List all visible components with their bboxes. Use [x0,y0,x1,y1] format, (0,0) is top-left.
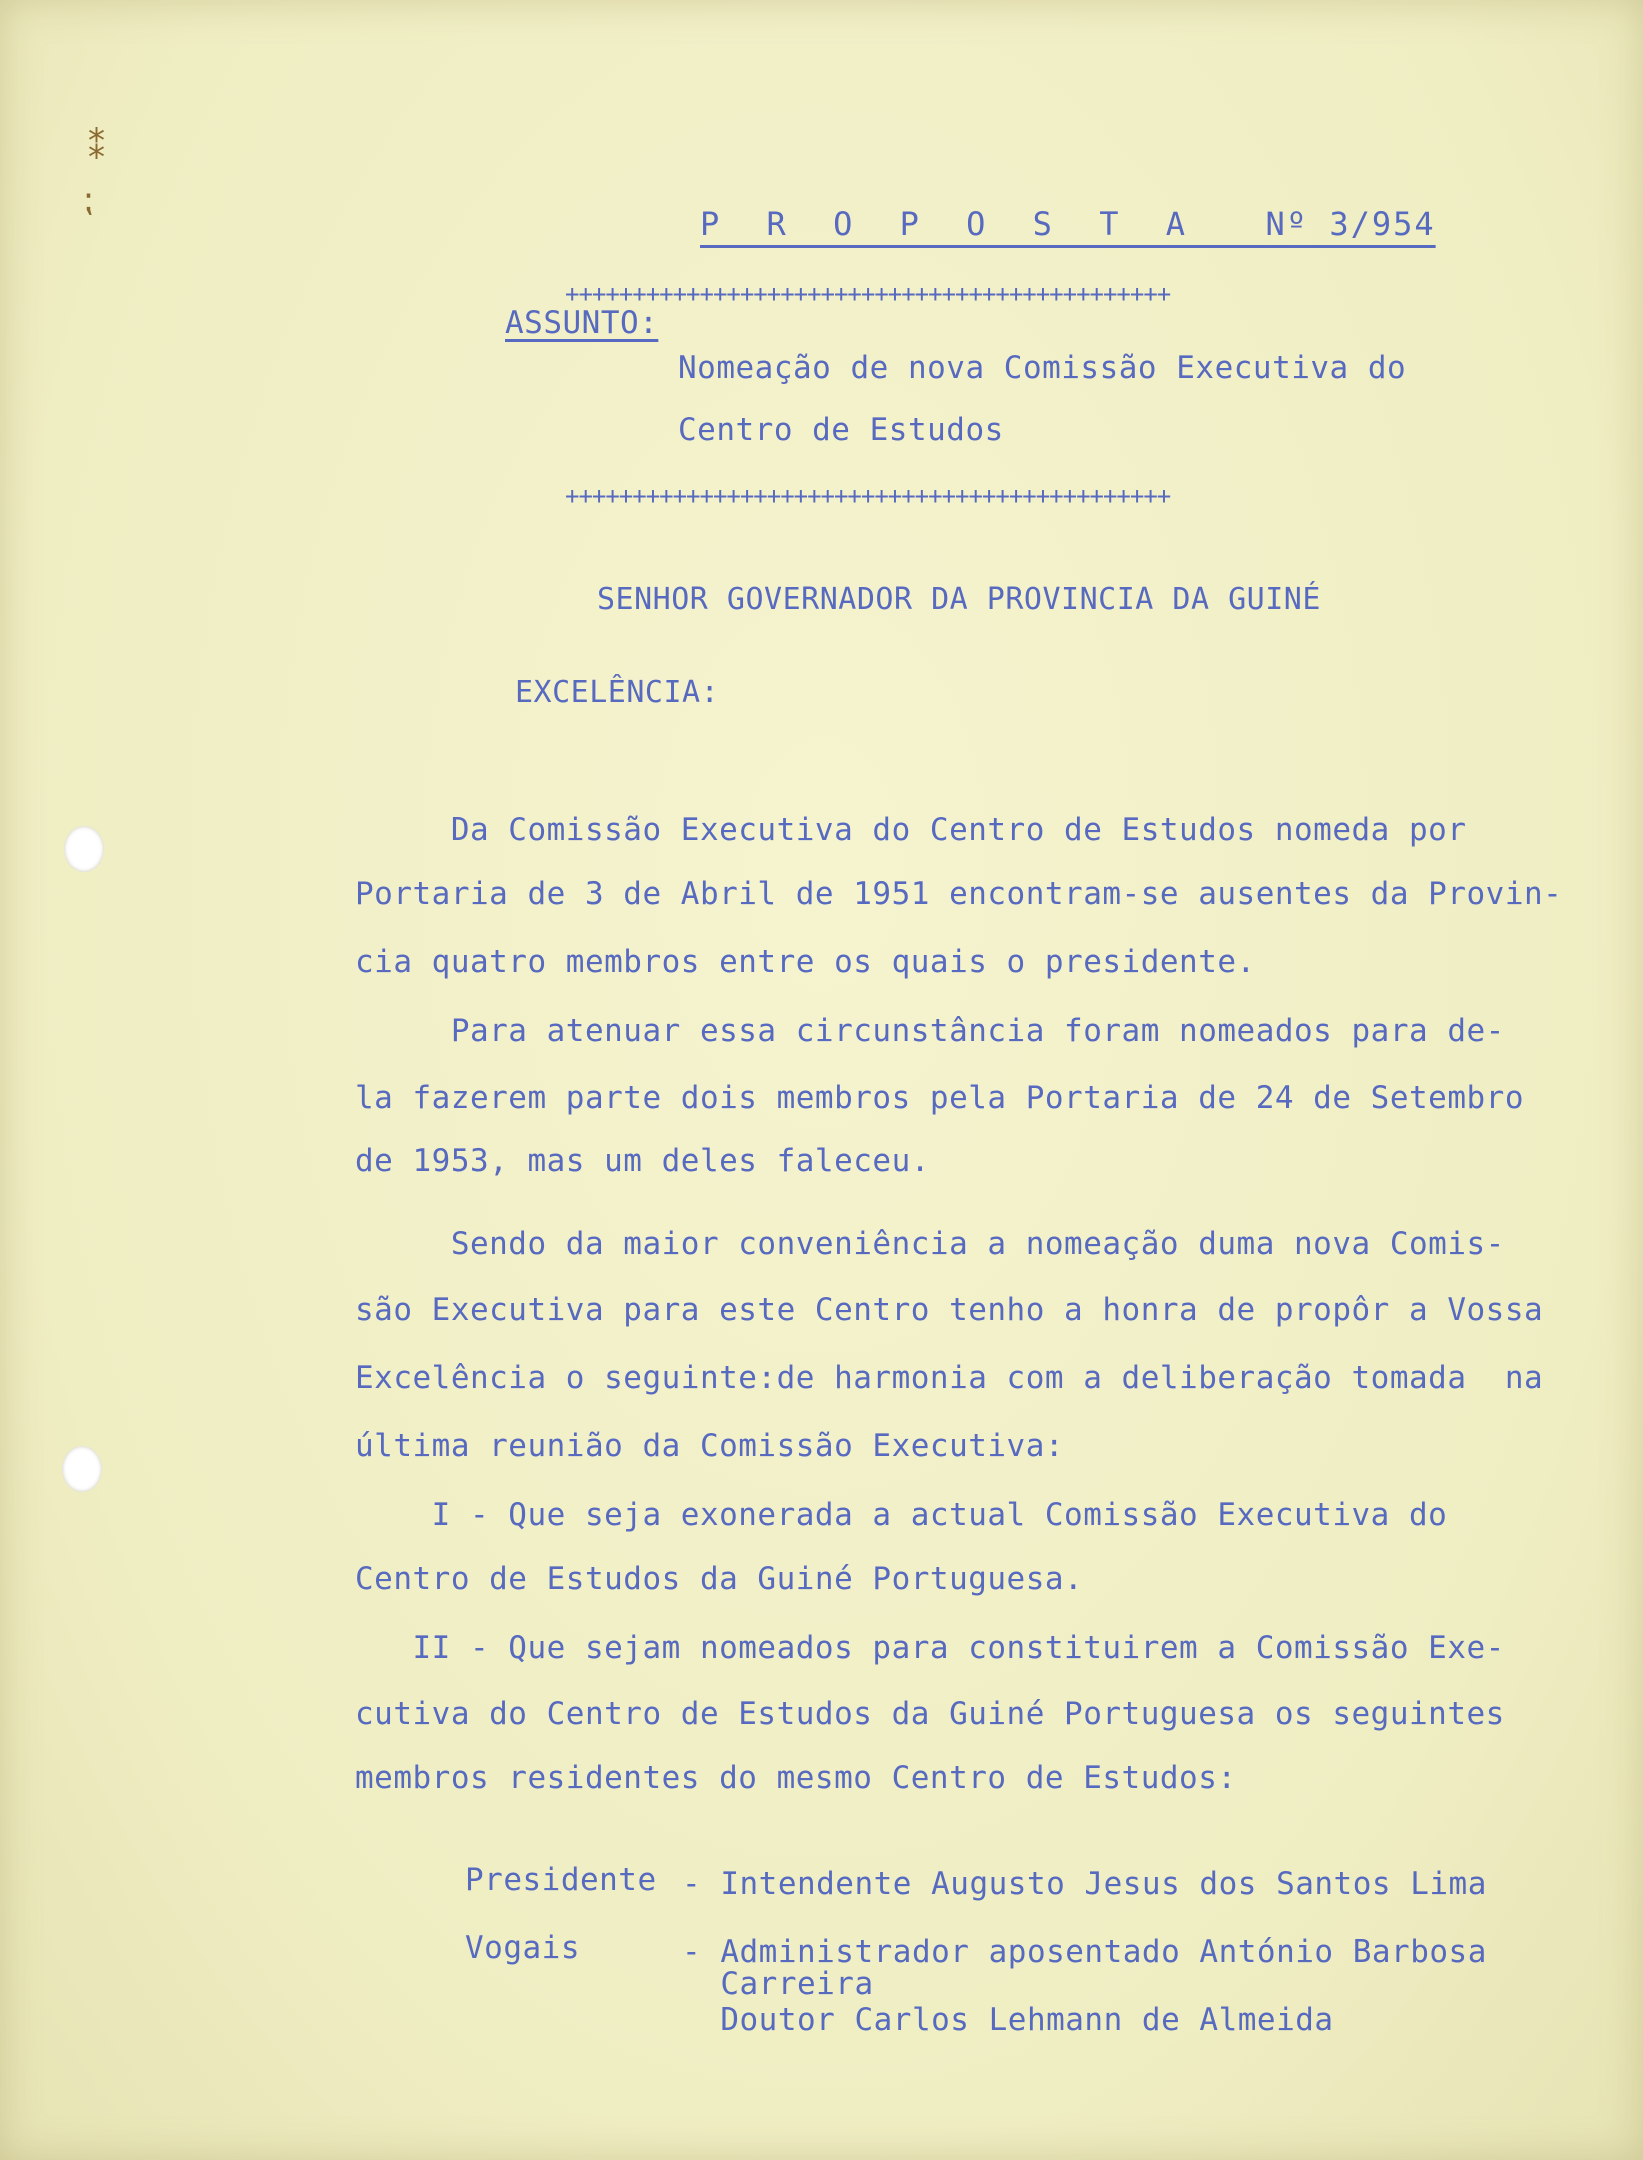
vogal-2: Doutor Carlos Lehmann de Almeida [682,2002,1334,2038]
body-line: Portaria de 3 de Abril de 1951 encontram-se ausentes da Provin- [355,876,1563,912]
body-line: são Executiva para este Centro tenho a honra de propôr a Vossa [355,1292,1544,1328]
subject-label: ASSUNTO: [505,305,659,341]
punch-hole-top [64,826,104,872]
body-line: Excelência o seguinte:de harmonia com a deliberação tomada na [355,1360,1544,1396]
rust-stain: ⁑ [88,128,105,168]
addressee: SENHOR GOVERNADOR DA PROVINCIA DA GUINÉ [597,582,1321,617]
body-line: Sendo da maior conveniência a nomeação duma nova Comis- [355,1226,1505,1262]
document-title [700,205,1436,243]
vogal-1-line-1: - Administrador aposentado António Barbosa [682,1934,1487,1970]
body-line: Para atenuar essa circunstância foram nomeados para de- [355,1013,1505,1049]
title-text: P R O P O S T A [700,205,1199,243]
body-line: Da Comissão Executiva do Centro de Estudos nomeda por [355,812,1467,848]
subject-line-1: Nomeação de nova Comissão Executiva do [678,350,1407,386]
separator-bottom: +++++++++++++++++++++++++++++++++++++++++++++ [565,482,1171,510]
subject-line-2: Centro de Estudos [678,412,1004,448]
item-ii-line: membros residentes do mesmo Centro de Estudos: [355,1760,1237,1796]
vogais-label: Vogais [465,1930,580,1966]
body-line: última reunião da Comissão Executiva: [355,1428,1065,1464]
vogal-1-line-2: Carreira [682,1966,874,2002]
item-ii-line: II - Que sejam nomeados para constituirem a Comissão Exe- [355,1630,1505,1666]
body-line: de 1953, mas um deles faleceu. [355,1143,930,1179]
salutation: EXCELÊNCIA: [515,675,720,710]
proposal-number: Nº 3/954 [1265,205,1436,243]
body-line: la fazerem parte dois membros pela Portaria de 24 de Setembro [355,1080,1524,1116]
item-i-line: Centro de Estudos da Guiné Portuguesa. [355,1561,1084,1597]
item-ii-line: cutiva do Centro de Estudos da Guiné Portuguesa os seguintes [355,1696,1505,1732]
president-label: Presidente [465,1862,657,1898]
body-line: cia quatro membros entre os quais o presidente. [355,944,1256,980]
punch-hole-bottom [62,1446,102,1492]
rust-stain: ⁏ [82,180,94,220]
president-name: - Intendente Augusto Jesus dos Santos Lima [682,1866,1487,1902]
separator-top: +++++++++++++++++++++++++++++++++++++++++++++ [565,280,1171,308]
item-i-line: I - Que seja exonerada a actual Comissão Executiva do [355,1497,1448,1533]
